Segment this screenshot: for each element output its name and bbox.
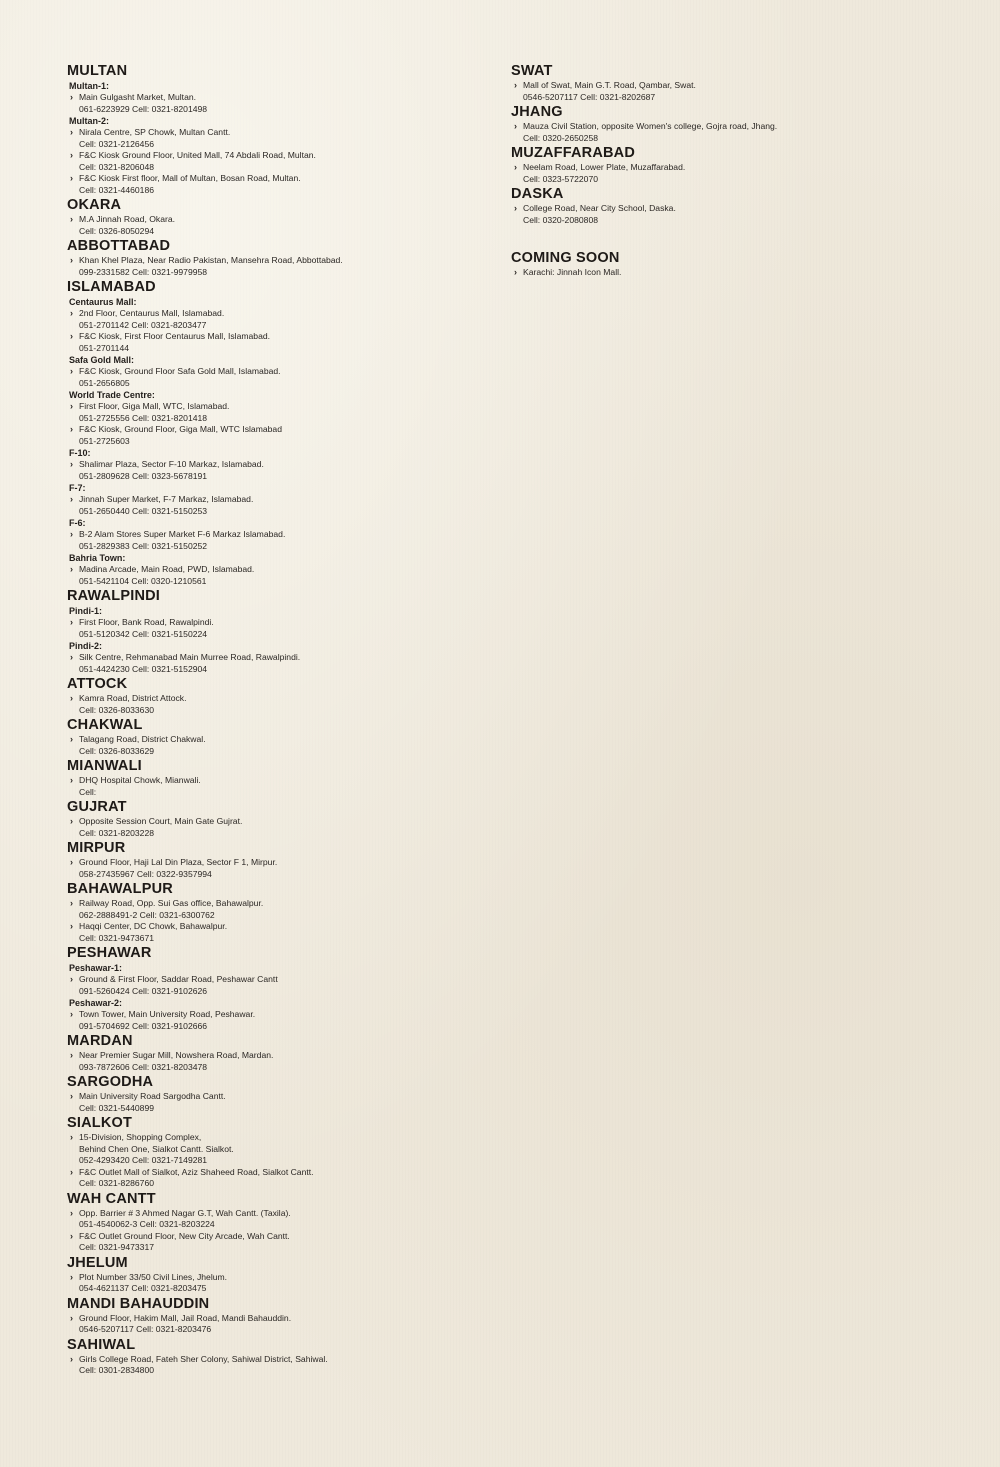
chevron-right-icon: › — [70, 424, 73, 434]
contact-line: Cell: 0320-2080808 — [523, 214, 599, 225]
city-section-bahawalpur — [67, 881, 487, 944]
chevron-right-icon: › — [70, 308, 73, 318]
branch-group — [69, 641, 487, 675]
city-section-daska — [511, 186, 951, 226]
branch-name: Peshawar-2: — [69, 998, 123, 1008]
branch-group — [69, 1354, 487, 1377]
contact-line: Cell: 0321-8206048 — [79, 161, 155, 172]
chevron-right-icon: › — [70, 564, 73, 574]
chevron-right-icon: › — [70, 529, 73, 539]
branch-group — [513, 267, 951, 279]
contact-line: 051-2656805 — [79, 377, 130, 388]
branch-group — [69, 857, 487, 880]
city-heading: MIANWALI — [67, 758, 142, 774]
address-line: 2nd Floor, Centaurus Mall, Islamabad. — [79, 308, 225, 318]
chevron-right-icon: › — [514, 203, 517, 213]
address-line: F&C Kiosk, Ground Floor, Giga Mall, WTC Islamabad — [79, 424, 282, 434]
city-heading: MIRPUR — [67, 840, 126, 856]
contact-line: Cell: 0321-2126456 — [79, 138, 155, 149]
address-line: Girls College Road, Fateh Sher Colony, Sahiwal District, Sahiwal. — [79, 1353, 328, 1364]
contact-line: 093-7872606 Cell: 0321-8203478 — [79, 1061, 208, 1072]
city-heading: BAHAWALPUR — [67, 881, 173, 897]
store-address — [69, 366, 487, 389]
address-line: Shalimar Plaza, Sector F-10 Markaz, Islamabad. — [79, 459, 264, 469]
branch-group — [69, 448, 487, 482]
store-address — [69, 1132, 487, 1167]
branch-group — [513, 121, 951, 144]
address-line: Talagang Road, District Chakwal. — [79, 734, 206, 744]
city-section-jhang — [511, 104, 951, 144]
city-section-okara — [67, 197, 487, 237]
store-address — [69, 1208, 487, 1231]
city-section-muzaffarabad — [511, 145, 951, 185]
store-address — [69, 1091, 487, 1114]
address-line: Kamra Road, District Attock. — [79, 693, 187, 703]
branch-group — [513, 203, 951, 226]
contact-line: 0546-5207117 Cell: 0321-8202687 — [523, 91, 656, 102]
branch-name: Pindi-1: — [69, 606, 102, 616]
city-heading: SAHIWAL — [67, 1336, 136, 1353]
store-address — [69, 693, 487, 716]
city-heading: JHANG — [511, 104, 563, 120]
contact-line: 051-2650440 Cell: 0321-5150253 — [79, 505, 208, 516]
store-address — [69, 1313, 487, 1336]
store-address — [69, 173, 487, 196]
contact-line: Cell: — [79, 786, 97, 797]
store-address — [69, 1231, 487, 1254]
address-line: F&C Kiosk Ground Floor, United Mall, 74 Abdali Road, Multan. — [79, 150, 316, 160]
branch-name: Centaurus Mall: — [69, 297, 137, 307]
address-line: Opp. Barrier # 3 Ahmed Nagar G.T, Wah Cantt. (Taxila). — [79, 1207, 291, 1218]
chevron-right-icon: › — [70, 1009, 73, 1019]
store-address — [69, 617, 487, 640]
contact-line: 091-5260424 Cell: 0321-9102626 — [79, 985, 208, 996]
contact-line: 051-4424230 Cell: 0321-5152904 — [79, 663, 208, 674]
address-line: F&C Outlet Mall of Sialkot, Aziz Shaheed Road, Sialkot Cantt. — [79, 1166, 314, 1177]
address-line: Neelam Road, Lower Plate, Muzaffarabad. — [523, 162, 686, 172]
branch-group — [69, 1132, 487, 1190]
city-section-peshawar — [67, 945, 487, 1032]
address-line: Karachi: Jinnah Icon Mall. — [523, 267, 622, 277]
contact-line: Cell: 0326-8050294 — [79, 225, 155, 236]
store-address — [69, 564, 487, 587]
contact-line: 051-2725556 Cell: 0321-8201418 — [79, 412, 208, 423]
contact-line: 099-2331582 Cell: 0321-9979958 — [79, 266, 208, 277]
contact-line: Cell: 0326-8033630 — [79, 704, 155, 715]
chevron-right-icon: › — [514, 121, 517, 131]
chevron-right-icon: › — [70, 1207, 73, 1218]
chevron-right-icon: › — [70, 1353, 73, 1364]
address-line: Railway Road, Opp. Sui Gas office, Bahawalpur. — [79, 898, 264, 908]
store-address — [69, 150, 487, 173]
contact-line: 091-5704692 Cell: 0321-9102666 — [79, 1020, 208, 1031]
branch-group — [69, 898, 487, 944]
address-line: Opposite Session Court, Main Gate Gujrat. — [79, 816, 243, 826]
contact-line: 051-4540062-3 Cell: 0321-8203224 — [79, 1219, 215, 1229]
branch-group — [69, 606, 487, 640]
city-section-attock — [67, 676, 487, 716]
contact-line: 054-4621137 Cell: 0321-8203475 — [79, 1283, 207, 1293]
store-address — [69, 331, 487, 354]
city-heading: MANDI BAHAUDDIN — [67, 1295, 210, 1312]
branch-name: World Trade Centre: — [69, 390, 155, 400]
address-line: Main Gulgasht Market, Multan. — [79, 92, 197, 102]
contact-line: 051-2701144 — [79, 342, 130, 353]
branch-group — [69, 355, 487, 389]
city-heading: MUZAFFARABAD — [511, 145, 636, 161]
city-section-sialkot — [67, 1115, 487, 1190]
branch-name: Multan-2: — [69, 116, 109, 126]
contact-line: 062-2888491-2 Cell: 0321-6300762 — [79, 909, 215, 920]
store-address — [69, 775, 487, 798]
address-line: M.A Jinnah Road, Okara. — [79, 214, 176, 224]
stores-column-left — [67, 63, 487, 1378]
city-section-mirpur — [67, 840, 487, 880]
chevron-right-icon: › — [514, 80, 517, 90]
contact-line: 052-4293420 Cell: 0321-7149281 — [79, 1155, 208, 1165]
branch-group — [69, 214, 487, 237]
stores-column-right — [511, 63, 951, 280]
chevron-right-icon: › — [70, 693, 73, 703]
address-line: College Road, Near City School, Daska. — [523, 203, 676, 213]
contact-line: Cell: 0321-9473671 — [79, 932, 155, 943]
store-address — [69, 1009, 487, 1032]
store-address — [69, 459, 487, 482]
chevron-right-icon: › — [70, 898, 73, 908]
city-section-wah-cantt — [67, 1191, 487, 1254]
store-address — [69, 857, 487, 880]
chevron-right-icon: › — [70, 974, 73, 984]
city-section-mandi-bahauddin — [67, 1296, 487, 1336]
chevron-right-icon: › — [70, 494, 73, 504]
chevron-right-icon: › — [514, 267, 517, 277]
store-address — [69, 816, 487, 839]
address-line: F&C Kiosk, First Floor Centaurus Mall, Islamabad. — [79, 331, 271, 341]
address-line: Ground Floor, Haji Lal Din Plaza, Sector F 1, Mirpur. — [79, 857, 278, 867]
branch-group — [69, 734, 487, 757]
branch-group — [69, 297, 487, 354]
address-line: Near Premier Sugar Mill, Nowshera Road, Mardan. — [79, 1050, 274, 1060]
city-heading: PESHAWAR — [67, 945, 152, 961]
branch-group — [69, 816, 487, 839]
branch-group — [69, 1091, 487, 1114]
city-section-mianwali — [67, 758, 487, 798]
chevron-right-icon: › — [70, 1091, 73, 1101]
store-address — [69, 529, 487, 552]
contact-line: 051-2701142 Cell: 0321-8203477 — [79, 319, 207, 330]
city-heading: SIALKOT — [67, 1115, 133, 1131]
address-line: First Floor, Bank Road, Rawalpindi. — [79, 617, 214, 627]
chevron-right-icon: › — [70, 1166, 73, 1177]
contact-line: Cell: 0301-2834800 — [79, 1365, 155, 1375]
address-line: DHQ Hospital Chowk, Mianwali. — [79, 775, 201, 785]
contact-line: 051-2725603 — [79, 435, 130, 446]
city-section-abbottabad — [67, 238, 487, 278]
chevron-right-icon: › — [70, 150, 73, 160]
branch-group — [69, 553, 487, 587]
store-address — [69, 652, 487, 675]
store-address — [69, 1272, 487, 1295]
branch-group — [69, 775, 487, 798]
city-section-swat — [511, 63, 951, 103]
store-address — [69, 1354, 487, 1377]
store-address — [513, 80, 951, 103]
branch-group — [69, 693, 487, 716]
address-line: Jinnah Super Market, F-7 Markaz, Islamabad. — [79, 494, 254, 504]
contact-line: Cell: 0321-4460186 — [79, 184, 155, 195]
chevron-right-icon: › — [70, 127, 73, 137]
chevron-right-icon: › — [514, 162, 517, 172]
address-line: F&C Kiosk First floor, Mall of Multan, Bosan Road, Multan. — [79, 173, 301, 183]
address-line: Haqqi Center, DC Chowk, Bahawalpur. — [79, 921, 228, 931]
contact-line: Behind Chen One, Sialkot Cantt. Sialkot. — [79, 1143, 234, 1154]
address-line: F&C Kiosk, Ground Floor Safa Gold Mall, Islamabad. — [79, 366, 281, 376]
city-heading: ATTOCK — [67, 676, 128, 692]
city-heading: SWAT — [511, 63, 553, 79]
store-address — [69, 214, 487, 237]
contact-line: 051-2829383 Cell: 0321-5150252 — [79, 540, 208, 551]
city-heading: GUJRAT — [67, 799, 127, 815]
city-heading: ISLAMABAD — [67, 279, 156, 295]
branch-group — [69, 483, 487, 517]
contact-line: Cell: 0321-5440899 — [79, 1102, 155, 1113]
branch-group — [69, 1313, 487, 1336]
store-address — [69, 1167, 487, 1190]
contact-line: 061-6223929 Cell: 0321-8201498 — [79, 103, 208, 114]
address-line: Mauza Civil Station, opposite Women's college, Gojra road, Jhang. — [523, 121, 778, 131]
branch-group — [69, 390, 487, 447]
contact-line: Cell: 0320-2650258 — [523, 132, 599, 143]
store-address — [69, 734, 487, 757]
city-heading: MARDAN — [67, 1033, 133, 1049]
branch-group — [69, 518, 487, 552]
store-address — [69, 255, 487, 278]
city-section-sahiwal — [67, 1337, 487, 1377]
address-line: Khan Khel Plaza, Near Radio Pakistan, Mansehra Road, Abbottabad. — [79, 255, 343, 265]
city-heading: CHAKWAL — [67, 717, 143, 733]
contact-line: Cell: 0321-9473317 — [79, 1242, 155, 1252]
store-address — [69, 921, 487, 944]
address-line: First Floor, Giga Mall, WTC, Islamabad. — [79, 401, 230, 411]
chevron-right-icon: › — [70, 816, 73, 826]
city-section-coming-soon — [511, 250, 951, 279]
address-line: Nirala Centre, SP Chowk, Multan Cantt. — [79, 127, 231, 137]
address-line: Ground Floor, Hakim Mall, Jail Road, Mandi Bahauddin. — [79, 1312, 292, 1323]
contact-line: 051-5120342 Cell: 0321-5150224 — [79, 628, 208, 639]
branch-name: F-10: — [69, 448, 91, 458]
branch-group — [69, 1272, 487, 1295]
store-address — [69, 1050, 487, 1073]
store-address — [513, 121, 951, 144]
city-section-jhelum — [67, 1255, 487, 1295]
branch-group — [69, 116, 487, 196]
address-line: 15-Division, Shopping Complex, — [79, 1132, 202, 1142]
city-section-gujrat — [67, 799, 487, 839]
address-line: Plot Number 33/50 Civil Lines, Jhelum. — [79, 1271, 228, 1282]
city-heading: COMING SOON — [511, 250, 620, 266]
contact-line: 051-5421104 Cell: 0320-1210561 — [79, 575, 207, 586]
contact-line: 051-2809628 Cell: 0323-5678191 — [79, 470, 208, 481]
store-address — [513, 203, 951, 226]
chevron-right-icon: › — [70, 734, 73, 744]
branch-group — [513, 162, 951, 185]
branch-group — [513, 80, 951, 103]
store-address — [69, 898, 487, 921]
branch-group — [69, 81, 487, 115]
chevron-right-icon: › — [70, 173, 73, 183]
branch-name: Bahria Town: — [69, 553, 126, 563]
contact-line: Cell: 0321-8203228 — [79, 827, 155, 838]
chevron-right-icon: › — [70, 214, 73, 224]
city-heading: RAWALPINDI — [67, 588, 161, 604]
contact-line: 058-27435967 Cell: 0322-9357994 — [79, 868, 212, 879]
address-line: F&C Outlet Ground Floor, New City Arcade, Wah Cantt. — [79, 1230, 290, 1241]
chevron-right-icon: › — [70, 775, 73, 785]
city-section-multan — [67, 63, 487, 196]
branch-group — [69, 998, 487, 1032]
chevron-right-icon: › — [70, 366, 73, 376]
city-section-rawalpindi — [67, 588, 487, 675]
chevron-right-icon: › — [70, 1050, 73, 1060]
branch-group — [69, 1050, 487, 1073]
city-section-mardan — [67, 1033, 487, 1073]
store-address — [69, 92, 487, 115]
city-section-islamabad — [67, 279, 487, 587]
branch-group — [69, 1208, 487, 1254]
chevron-right-icon: › — [70, 1132, 73, 1142]
chevron-right-icon: › — [70, 459, 73, 469]
chevron-right-icon: › — [70, 401, 73, 411]
address-line: Ground & First Floor, Saddar Road, Peshawar Cantt — [79, 974, 278, 984]
city-section-sargodha — [67, 1074, 487, 1114]
chevron-right-icon: › — [70, 1230, 73, 1241]
chevron-right-icon: › — [70, 652, 73, 662]
store-address — [69, 494, 487, 517]
branch-group — [69, 963, 487, 997]
chevron-right-icon: › — [70, 921, 73, 931]
store-address — [513, 267, 951, 279]
city-heading: OKARA — [67, 197, 122, 213]
city-heading: DASKA — [511, 186, 564, 202]
contact-line: Cell: 0323-5722070 — [523, 173, 599, 184]
address-line: Main University Road Sargodha Cantt. — [79, 1091, 226, 1101]
chevron-right-icon: › — [70, 255, 73, 265]
chevron-right-icon: › — [70, 92, 73, 102]
branch-group — [69, 255, 487, 278]
chevron-right-icon: › — [70, 857, 73, 867]
address-line: Town Tower, Main University Road, Peshawar. — [79, 1009, 256, 1019]
branch-name: Peshawar-1: — [69, 963, 123, 973]
city-heading: SARGODHA — [67, 1074, 154, 1090]
branch-name: F-7: — [69, 483, 86, 493]
address-line: Mall of Swat, Main G.T. Road, Qambar, Swat. — [523, 80, 696, 90]
city-heading: WAH CANTT — [67, 1190, 156, 1207]
city-heading: MULTAN — [67, 63, 128, 79]
store-address — [69, 308, 487, 331]
store-address — [69, 974, 487, 997]
chevron-right-icon: › — [70, 331, 73, 341]
contact-line: Cell: 0321-8286760 — [79, 1178, 155, 1188]
address-line: Silk Centre, Rehmanabad Main Murree Road, Rawalpindi. — [79, 652, 301, 662]
store-address — [69, 401, 487, 424]
store-address — [513, 162, 951, 185]
city-section-chakwal — [67, 717, 487, 757]
address-line: B-2 Alam Stores Super Market F-6 Markaz Islamabad. — [79, 529, 286, 539]
contact-line: 0546-5207117 Cell: 0321-8203476 — [79, 1324, 212, 1334]
contact-line: Cell: 0326-8033629 — [79, 745, 155, 756]
store-address — [69, 127, 487, 150]
address-line: Madina Arcade, Main Road, PWD, Islamabad. — [79, 564, 255, 574]
store-address — [69, 424, 487, 447]
branch-name: Multan-1: — [69, 81, 109, 91]
chevron-right-icon: › — [70, 1312, 73, 1323]
branch-name: F-6: — [69, 518, 86, 528]
chevron-right-icon: › — [70, 1271, 73, 1282]
chevron-right-icon: › — [70, 617, 73, 627]
city-heading: ABBOTTABAD — [67, 238, 171, 254]
branch-name: Pindi-2: — [69, 641, 102, 651]
branch-name: Safa Gold Mall: — [69, 355, 135, 365]
city-heading: JHELUM — [67, 1254, 128, 1271]
